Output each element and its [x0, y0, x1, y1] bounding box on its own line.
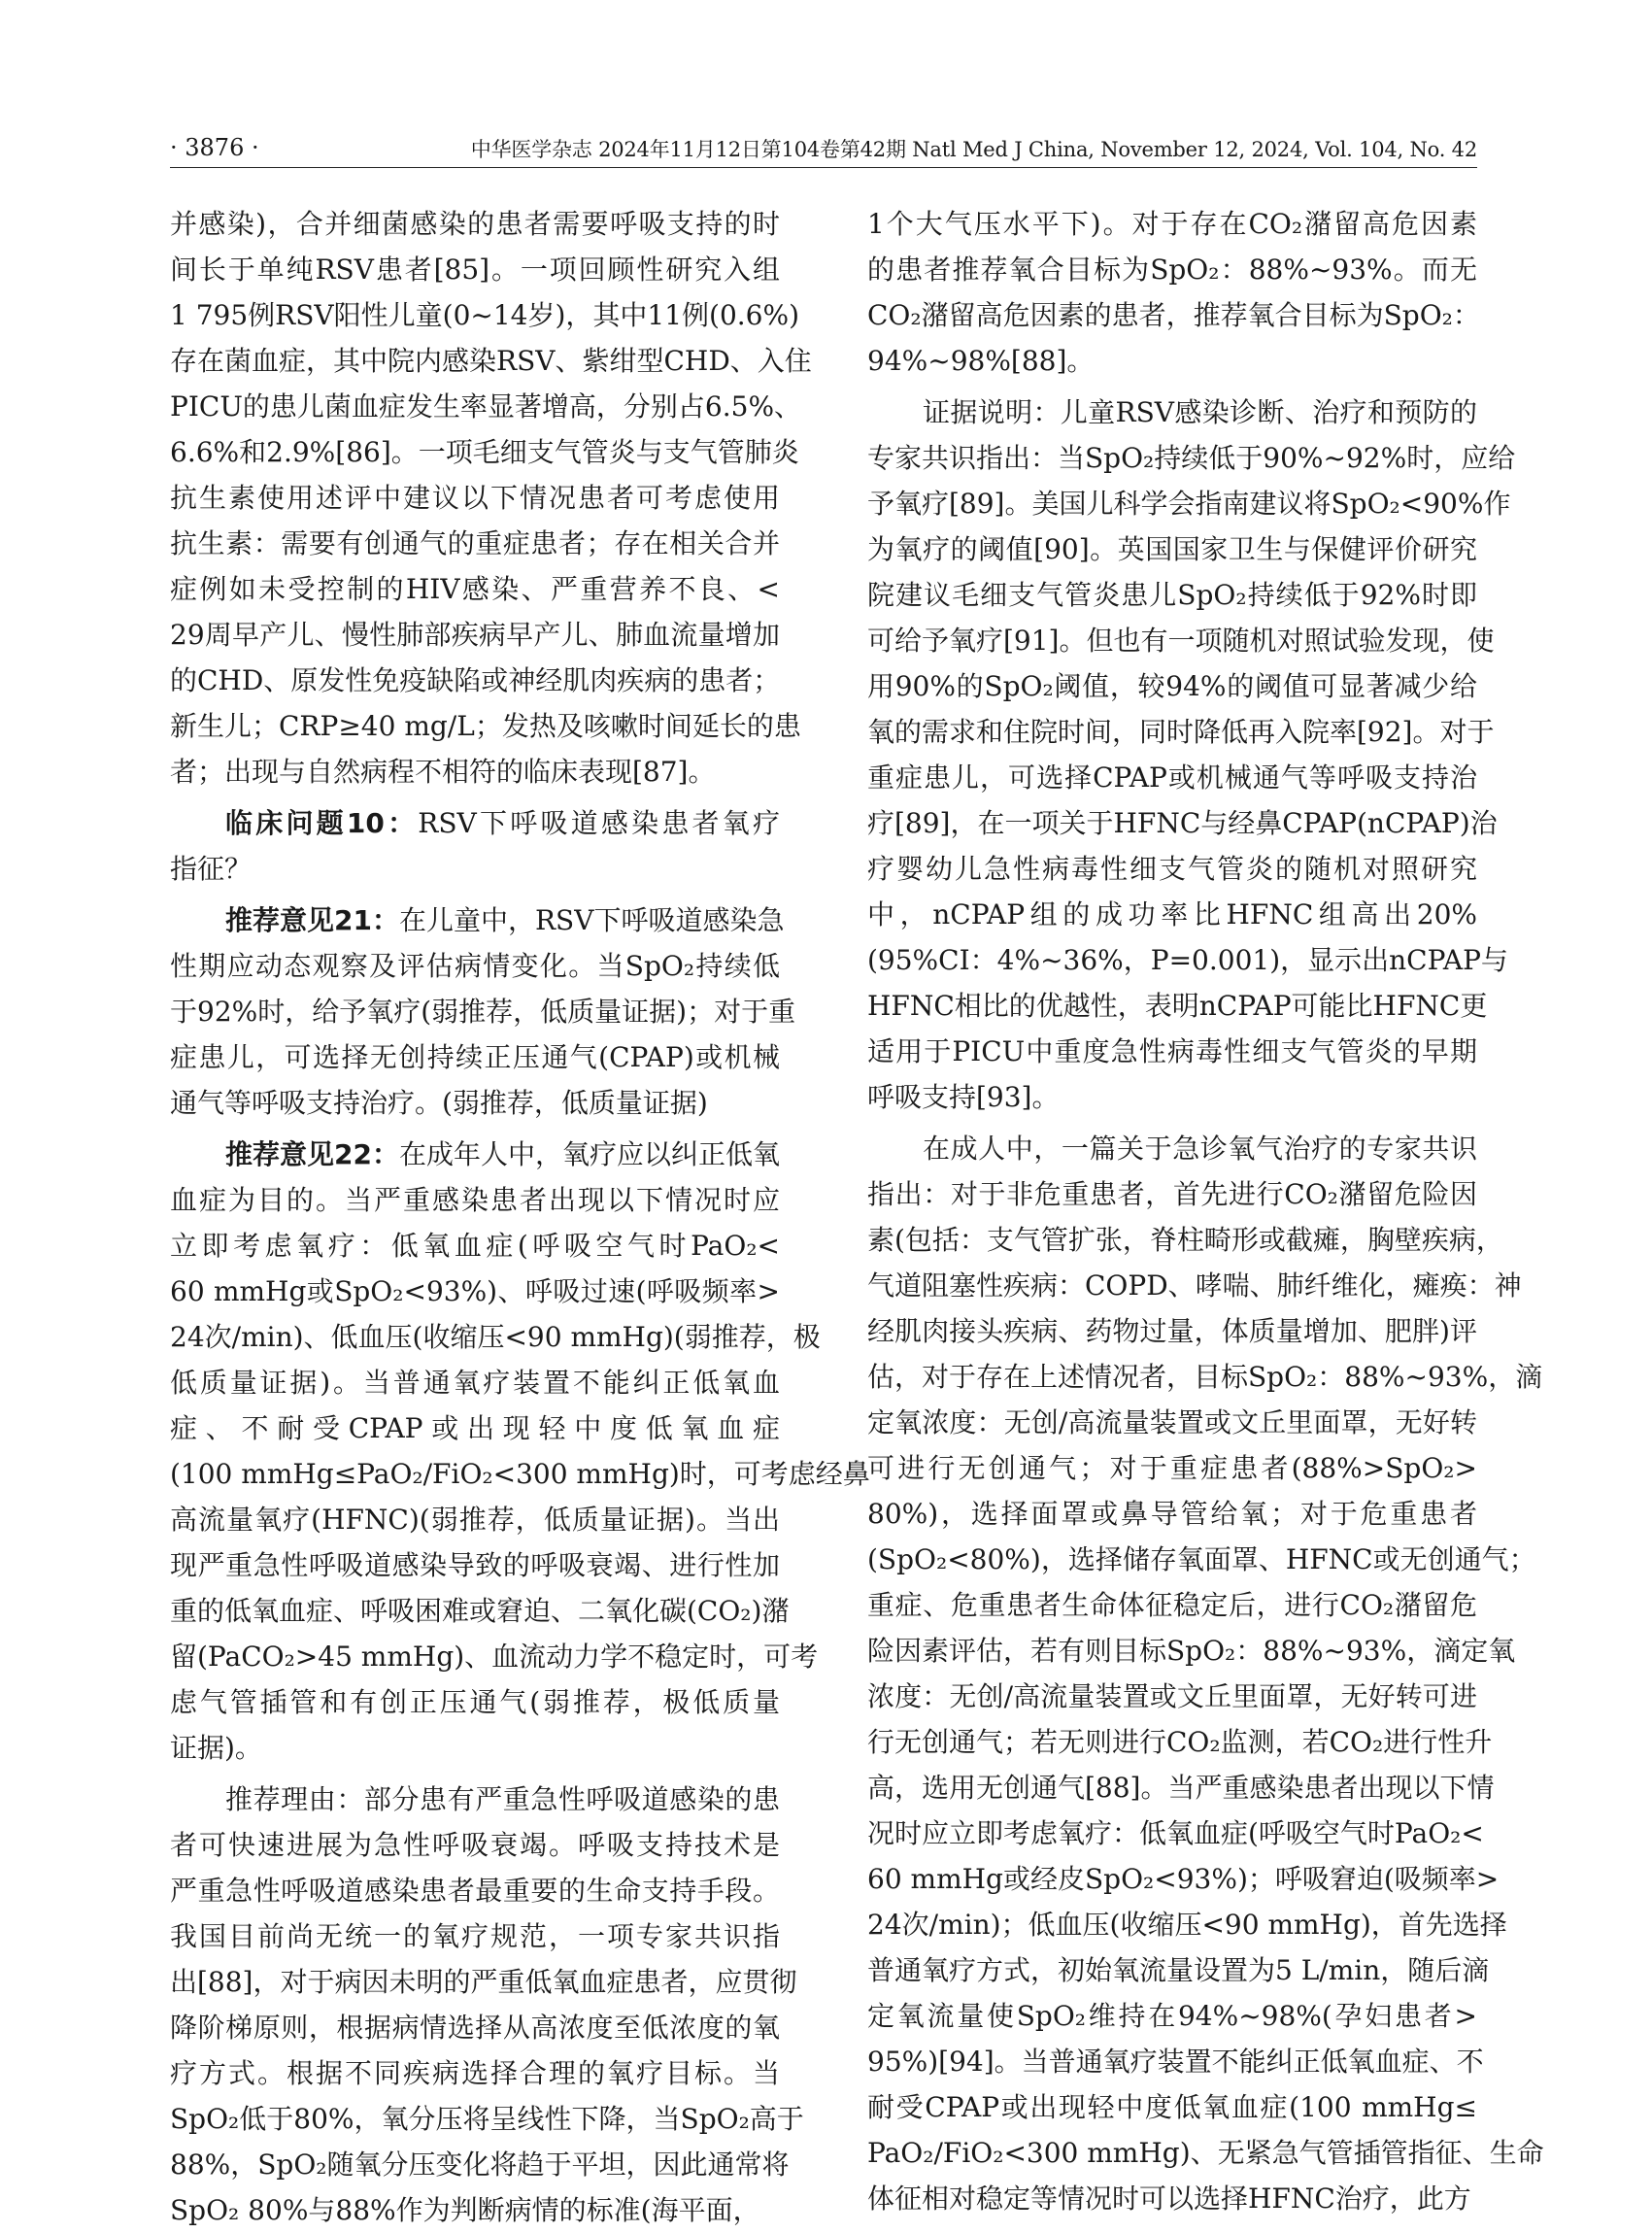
- text-line: 抗生素使用述评中建议以下情况患者可考虑使用: [170, 482, 780, 514]
- text-line: 通气等呼吸支持治疗。(弱推荐，低质量证据): [170, 1087, 708, 1119]
- text-line: 重症患儿，可选择CPAP或机械通气等呼吸支持治: [867, 761, 1477, 794]
- text-line: 经肌肉接头疾病、药物过量，体质量增加、肥胖)评: [867, 1315, 1477, 1347]
- text-line: 呼吸支持[93]。: [867, 1081, 1060, 1113]
- text-line: 88%，SpO₂随氧分压变化将趋于平坦，因此通常将: [170, 2148, 790, 2181]
- text-line: 疗[89]，在一项关于HFNC与经鼻CPAP(nCPAP)治: [867, 807, 1498, 839]
- text-line: 耐受CPAP或出现轻中度低氧血症(100 mmHg≤: [867, 2091, 1477, 2123]
- text-line: 氧的需求和住院时间，同时降低再入院率[92]。对于: [867, 716, 1495, 748]
- text-line: 临床问题10：RSV下呼吸道感染患者氧疗: [225, 807, 780, 839]
- text-line: 存在菌血症，其中院内感染RSV、紫绀型CHD、入住: [170, 345, 812, 377]
- text-line: 留(PaCO₂>45 mmHg)、血流动力学不稳定时，可考: [170, 1641, 819, 1673]
- page-number: · 3876 ·: [170, 134, 259, 161]
- text-line: HFNC相比的优越性，表明nCPAP可能比HFNC更: [867, 990, 1488, 1022]
- text-line: 专家共识指出：当SpO₂持续低于90%~92%时，应给: [867, 442, 1516, 474]
- text-line: 我国目前尚无统一的氧疗规范，一项专家共识指: [170, 1920, 780, 1952]
- text-line: 推荐意见22：在成年人中，氧疗应以纠正低氧: [225, 1138, 780, 1170]
- text-line: (100 mmHg≤PaO₂/FiO₂<300 mmHg)时，可考虑经鼻: [170, 1458, 870, 1490]
- journal-citation: 中华医学杂志 2024年11月12日第104卷第42期 Natl Med J China, November 12, 2024, Vol. 104, No. 42: [470, 138, 1477, 161]
- text-line: 抗生素：需要有创通气的重症患者；存在相关合并: [170, 527, 780, 559]
- bold-lead: 推荐意见22：: [225, 1138, 399, 1170]
- text-line: 1个大气压水平下)。对于存在CO₂潴留高危因素: [867, 208, 1477, 240]
- text-line: 症患儿，可选择无创持续正压通气(CPAP)或机械: [170, 1041, 780, 1073]
- text-line: 降阶梯原则，根据病情选择从高浓度至低浓度的氧: [170, 2012, 780, 2044]
- text-line: 险因素评估，若有则目标SpO₂：88%~93%，滴定氧: [867, 1635, 1516, 1667]
- text-line: 指出：对于非危重患者，首先进行CO₂潴留危险因: [867, 1178, 1477, 1210]
- text-line: 可给予氧疗[91]。但也有一项随机对照试验发现，使: [867, 625, 1495, 657]
- text-line: 立即考虑氧疗：低氧血症(呼吸空气时PaO₂<: [170, 1230, 780, 1262]
- text-line: 疗方式。根据不同疾病选择合理的氧疗目标。当: [170, 2057, 780, 2089]
- text-line: 况时应立即考虑氧疗：低氧血症(呼吸空气时PaO₂<: [867, 1817, 1484, 1849]
- text-line: 低质量证据)。当普通氧疗装置不能纠正低氧血: [170, 1367, 780, 1399]
- text-line: 并感染)，合并细菌感染的患者需要呼吸支持的时: [170, 208, 780, 240]
- text-line: 的患者推荐氧合目标为SpO₂：88%~93%。而无: [867, 254, 1477, 286]
- text-line: 24次/min)；低血压(收缩压<90 mmHg)，首先选择: [867, 1909, 1507, 1941]
- text-line: 60 mmHg或经皮SpO₂<93%)；呼吸窘迫(吸频率>: [867, 1863, 1500, 1895]
- text-line: 可进行无创通气；对于重症患者(88%>SpO₂>: [867, 1452, 1477, 1484]
- text-line: 重症、危重患者生命体征稳定后，进行CO₂潴留危: [867, 1589, 1477, 1621]
- text-line: 性期应动态观察及评估病情变化。当SpO₂持续低: [170, 950, 780, 982]
- text-line: 新生儿；CRP≥40 mg/L；发热及咳嗽时间延长的患: [170, 710, 801, 742]
- text-line: CO₂潴留高危因素的患者，推荐氧合目标为SpO₂：: [867, 299, 1480, 331]
- bold-lead: 临床问题10：: [225, 807, 419, 839]
- text-line: (SpO₂<80%)，选择储存氧面罩、HFNC或无创通气；: [867, 1543, 1536, 1575]
- text-line: 间长于单纯RSV患者[85]。一项回顾性研究入组: [170, 254, 780, 286]
- text-line: 严重急性呼吸道感染患者最重要的生命支持手段。: [170, 1875, 780, 1907]
- text-line: 24次/min)、低血压(收缩压<90 mmHg)(弱推荐，极: [170, 1321, 821, 1353]
- text-line: 证据说明：儿童RSV感染诊断、治疗和预防的: [923, 396, 1477, 428]
- bold-lead: 推荐意见21：: [225, 904, 399, 936]
- text-line: PaO₂/FiO₂<300 mmHg)、无紧急气管插管指征、生命: [867, 2137, 1544, 2169]
- text-line: 适用于PICU中重度急性病毒性细支气管炎的早期: [867, 1035, 1477, 1067]
- text-line: 估，对于存在上述情况者，目标SpO₂：88%~93%，滴: [867, 1361, 1543, 1393]
- text-line: 血症为目的。当严重感染患者出现以下情况时应: [170, 1184, 780, 1216]
- text-line: 重的低氧血症、呼吸困难或窘迫、二氧化碳(CO₂)潴: [170, 1595, 790, 1627]
- text-line: 中，nCPAP组的成功率比HFNC组高出20%: [867, 898, 1477, 930]
- text-line: 95%)[94]。当普通氧疗装置不能纠正低氧血症、不: [867, 2046, 1484, 2078]
- text-line: 出[88]，对于病因未明的严重低氧血症患者，应贯彻: [170, 1966, 797, 1998]
- text-line: 在成人中，一篇关于急诊氧气治疗的专家共识: [923, 1133, 1477, 1165]
- text-line: 用90%的SpO₂阈值，较94%的阈值可显著减少给: [867, 670, 1477, 702]
- text-line: 94%~98%[88]。: [867, 345, 1095, 377]
- text-line: 普通氧疗方式，初始氧流量设置为5 L/min，随后滴: [867, 1954, 1490, 1986]
- text-line: 定氧流量使SpO₂维持在94%~98%(孕妇患者>: [867, 2000, 1477, 2032]
- text-line: 60 mmHg或SpO₂<93%)、呼吸过速(呼吸频率>: [170, 1275, 780, 1307]
- text-line: 虑气管插管和有创正压通气(弱推荐，极低质量: [170, 1686, 780, 1718]
- text-line: 气道阻塞性疾病：COPD、哮喘、肺纤维化，瘫痪：神: [867, 1269, 1522, 1302]
- text-line: 定氧浓度：无创/高流量装置或文丘里面罩，无好转: [867, 1406, 1477, 1438]
- text-line: 推荐理由：部分患有严重急性呼吸道感染的患: [225, 1783, 780, 1815]
- text-line: SpO₂ 80%与88%作为判断病情的标准(海平面，: [170, 2194, 760, 2226]
- left-column: [170, 201, 870, 2233]
- text-line: 体征相对稳定等情况时可以选择HFNC治疗，此方: [867, 2182, 1471, 2215]
- text-line: SpO₂低于80%，氧分压将呈线性下降，当SpO₂高于: [170, 2103, 804, 2135]
- text-line: 于92%时，给予氧疗(弱推荐，低质量证据)；对于重: [170, 996, 796, 1028]
- text-line: 症例如未受控制的HIV感染、严重营养不良、<: [170, 573, 780, 605]
- text-line: 行无创通气；若无则进行CO₂监测，若CO₂进行性升: [867, 1726, 1493, 1758]
- text-line: 浓度：无创/高流量装置或文丘里面罩，无好转可进: [867, 1680, 1477, 1712]
- text-line: 高，选用无创通气[88]。当严重感染患者出现以下情: [867, 1772, 1495, 1804]
- text-line: 1 795例RSV阳性儿童(0~14岁)，其中11例(0.6%): [170, 299, 800, 331]
- text-line: (95%CI：4%~36%，P=0.001)，显示出nCPAP与: [867, 944, 1508, 976]
- text-line: 29周早产儿、慢性肺部疾病早产儿、肺血流量增加: [170, 619, 780, 651]
- text-line: 的CHD、原发性免疫缺陷或神经肌肉疾病的患者；: [170, 664, 781, 696]
- text-line: 疗婴幼儿急性病毒性细支气管炎的随机对照研究: [867, 853, 1477, 885]
- text-line: 指征？: [170, 853, 253, 885]
- text-line: 推荐意见21：在儿童中，RSV下呼吸道感染急: [225, 904, 785, 936]
- text-line: 症、不耐受CPAP或出现轻中度低氧血症: [170, 1412, 780, 1444]
- text-line: 者；出现与自然病程不相符的临床表现[87]。: [170, 756, 716, 788]
- text-line: 高流量氧疗(HFNC)(弱推荐，低质量证据)。当出: [170, 1504, 780, 1536]
- running-header: [170, 124, 1477, 168]
- text-line: 证据)。: [170, 1732, 262, 1764]
- text-line: 80%)，选择面罩或鼻导管给氧；对于危重患者: [867, 1498, 1477, 1530]
- text-line: 院建议毛细支气管炎患儿SpO₂持续低于92%时即: [867, 579, 1477, 611]
- text-line: 6.6%和2.9%[86]。一项毛细支气管炎与支气管肺炎: [170, 436, 799, 468]
- text-line: 素(包括：支气管扩张，脊柱畸形或截瘫，胸壁疾病，: [867, 1224, 1503, 1256]
- text-line: PICU的患儿菌血症发生率显著增高，分别占6.5%、: [170, 390, 802, 423]
- right-column: [867, 201, 1544, 2221]
- text-line: 为氧疗的阈值[90]。英国国家卫生与保健评价研究: [867, 533, 1477, 565]
- text-line: 现严重急性呼吸道感染导致的呼吸衰竭、进行性加: [170, 1549, 780, 1581]
- text-line: 者可快速进展为急性呼吸衰竭。呼吸支持技术是: [170, 1829, 780, 1861]
- text-line: 予氧疗[89]。美国儿科学会指南建议将SpO₂<90%作: [867, 488, 1511, 520]
